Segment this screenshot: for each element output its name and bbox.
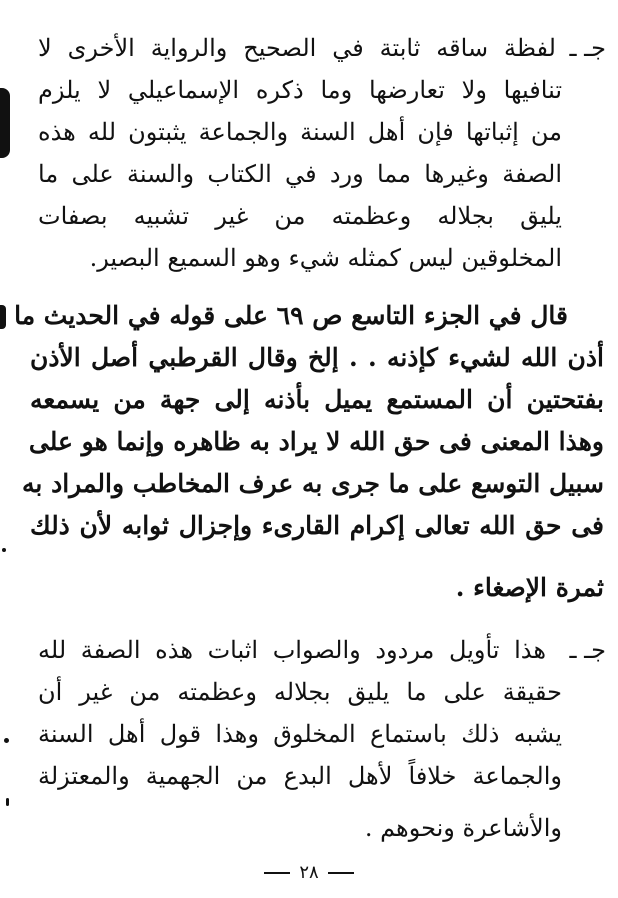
text-line: هذا تأويل مردود والصواب اثبات هذه الصفة لله	[38, 636, 546, 664]
page-number-value: ٢٨	[299, 862, 319, 883]
answer-marker: جـ ـ	[569, 34, 606, 62]
text-line: من إثباتها فإن أهل السنة والجماعة يثبتون لله هذه	[38, 118, 562, 146]
text-line: وهذا المعنى فى حق الله لا يراد به ظاهره وإنما هو على	[28, 427, 604, 456]
page-number-dash-left	[264, 872, 290, 874]
scan-mark	[0, 305, 6, 329]
page-number	[0, 862, 618, 883]
text-line: يليق بجلاله وعظمته من غير تشبيه بصفات	[38, 202, 562, 230]
scan-mark	[4, 738, 9, 743]
text-line: قال في الجزء التاسع ص ٦٩ على قوله في الحديث ما	[14, 301, 568, 330]
text-line: والأشاعرة ونحوهم .	[364, 814, 562, 842]
text-line: أذن الله لشيء كإذنه . . إلخ وقال القرطبي أصل الأذن	[30, 343, 604, 372]
text-line: المخلوقين ليس كمثله شيء وهو السميع البصير.	[89, 244, 562, 272]
text-line: تنافيها ولا تعارضها وما ذكره الإسماعيلي لا يلزم	[38, 76, 562, 104]
text-line: والجماعة خلافاً لأهل البدع من الجهمية والمعتزلة	[38, 762, 562, 790]
text-line: يشبه ذلك باستماع المخلوق وهذا قول أهل السنة	[38, 720, 562, 748]
text-line: الصفة وغيرها مما ورد في الكتاب والسنة على ما	[38, 160, 562, 188]
scan-mark	[2, 548, 6, 552]
text-line: بفتحتين أن المستمع يميل بأذنه إلى جهة من يسمعه	[30, 385, 604, 414]
scan-mark	[0, 88, 10, 158]
page-number-dash-right	[328, 872, 354, 874]
text-line: لفظة ساقه ثابتة في الصحيح والرواية الأخرى لا	[38, 34, 556, 62]
text-line: سبيل التوسع على ما جرى به عرف المخاطب والمراد به	[22, 469, 604, 498]
scan-mark	[6, 798, 9, 806]
text-line: ثمرة الإصغاء .	[455, 573, 604, 602]
text-line: فى حق الله تعالى إكرام القارىء وإجزال ثوابه لأن ذلك	[30, 511, 604, 540]
answer-marker: جـ ـ	[569, 636, 606, 664]
text-line: حقيقة على ما يليق بجلاله وعظمته من غير أن	[38, 678, 562, 706]
